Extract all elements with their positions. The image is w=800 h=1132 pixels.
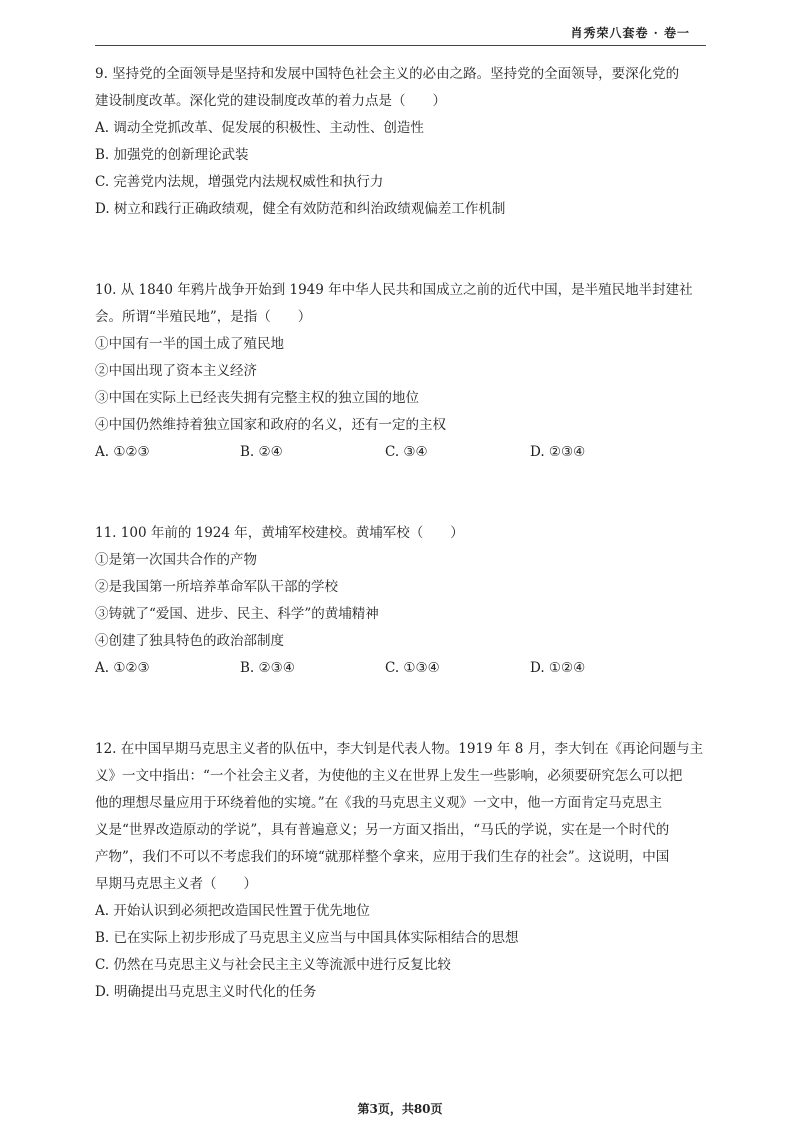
document-header-title: 肖秀荣八套卷 · 卷一 — [570, 26, 690, 40]
question-stem-line: 早期马克思主义者（ ） — [95, 876, 257, 892]
question-10 — [95, 277, 715, 466]
statement-3: ③中国在实际上已经丧失拥有完整主权的独立国的地位 — [95, 390, 419, 406]
question-stem-line: 会。所谓“半殖民地”，是指（ ） — [95, 309, 312, 325]
choices-row — [95, 439, 715, 466]
option-b: B. 加强党的创新理论武装 — [95, 147, 249, 163]
statement-1: ①中国有一半的国土成了殖民地 — [95, 336, 284, 352]
statement-4: ④中国仍然维持着独立国家和政府的名义，还有一定的主权 — [95, 417, 446, 433]
statement-4: ④创建了独具特色的政治部制度 — [95, 633, 284, 649]
choice-a: A. ①②③ — [95, 660, 150, 676]
question-11 — [95, 520, 715, 682]
choice-d: D. ①②④ — [530, 660, 586, 676]
page-number: 第3页，共80页 — [357, 1102, 443, 1116]
question-stem-line: 10. 从 1840 年鸦片战争开始到 1949 年中华人民共和国成立之前的近代中国，是半殖民地半封建社 — [95, 282, 693, 298]
statement-2: ②中国出现了资本主义经济 — [95, 363, 257, 379]
question-stem-line: 义》一文中指出：“一个社会主义者，为使他的主义在世界上发生一些影响，必须要研究怎么可以把 — [95, 768, 683, 784]
question-stem-line: 11. 100 年前的 1924 年，黄埔军校建校。黄埔军校（ ） — [95, 525, 464, 541]
question-stem-line: 他的理想尽量应用于环绕着他的实境。”在《我的马克思主义观》一文中，他一方面肯定马克思主 — [95, 795, 663, 811]
header-divider — [95, 45, 706, 46]
choice-a: A. ①②③ — [95, 444, 150, 460]
choices-row — [95, 655, 715, 682]
question-stem-line: 义是“世界改造原动的学说”，具有普遍意义；另一方面又指出，“马氏的学说，实在是一个时代的 — [95, 822, 670, 838]
option-c: C. 仍然在马克思主义与社会民主主义等流派中进行反复比较 — [95, 957, 451, 973]
option-b: B. 已在实际上初步形成了马克思主义应当与中国具体实际相结合的思想 — [95, 930, 519, 946]
question-9 — [95, 61, 715, 223]
statement-2: ②是我国第一所培养革命军队干部的学校 — [95, 579, 338, 595]
choice-b: B. ②④ — [240, 444, 283, 460]
question-stem-line: 12. 在中国早期马克思主义者的队伍中，李大钊是代表人物。1919 年 8 月，李大钊在《再论问题与主 — [95, 741, 704, 757]
choice-c: C. ③④ — [385, 444, 428, 460]
option-c: C. 完善党内法规，增强党内法规权威性和执行力 — [95, 174, 384, 190]
statement-3: ③铸就了“爱国、进步、民主、科学”的黄埔精神 — [95, 606, 379, 622]
choice-d: D. ②③④ — [530, 444, 586, 460]
choice-b: B. ②③④ — [240, 660, 295, 676]
option-a: A. 开始认识到必须把改造国民性置于优先地位 — [95, 903, 370, 919]
choice-c: C. ①③④ — [385, 660, 440, 676]
statement-1: ①是第一次国共合作的产物 — [95, 552, 257, 568]
question-stem-line: 9. 坚持党的全面领导是坚持和发展中国特色社会主义的必由之路。坚持党的全面领导，要深化党的 — [95, 66, 680, 82]
option-d: D. 明确提出马克思主义时代化的任务 — [95, 984, 317, 1000]
option-a: A. 调动全党抓改革、促发展的积极性、主动性、创造性 — [95, 120, 424, 136]
question-stem-line: 建设制度改革。深化党的建设制度改革的着力点是（ ） — [95, 93, 446, 109]
option-d: D. 树立和践行正确政绩观，健全有效防范和纠治政绩观偏差工作机制 — [95, 201, 506, 217]
question-12 — [95, 736, 715, 1006]
question-stem-line: 产物”，我们不可以不考虑我们的环境“就那样整个拿来，应用于我们生存的社会”。这说明，中国 — [95, 849, 670, 865]
